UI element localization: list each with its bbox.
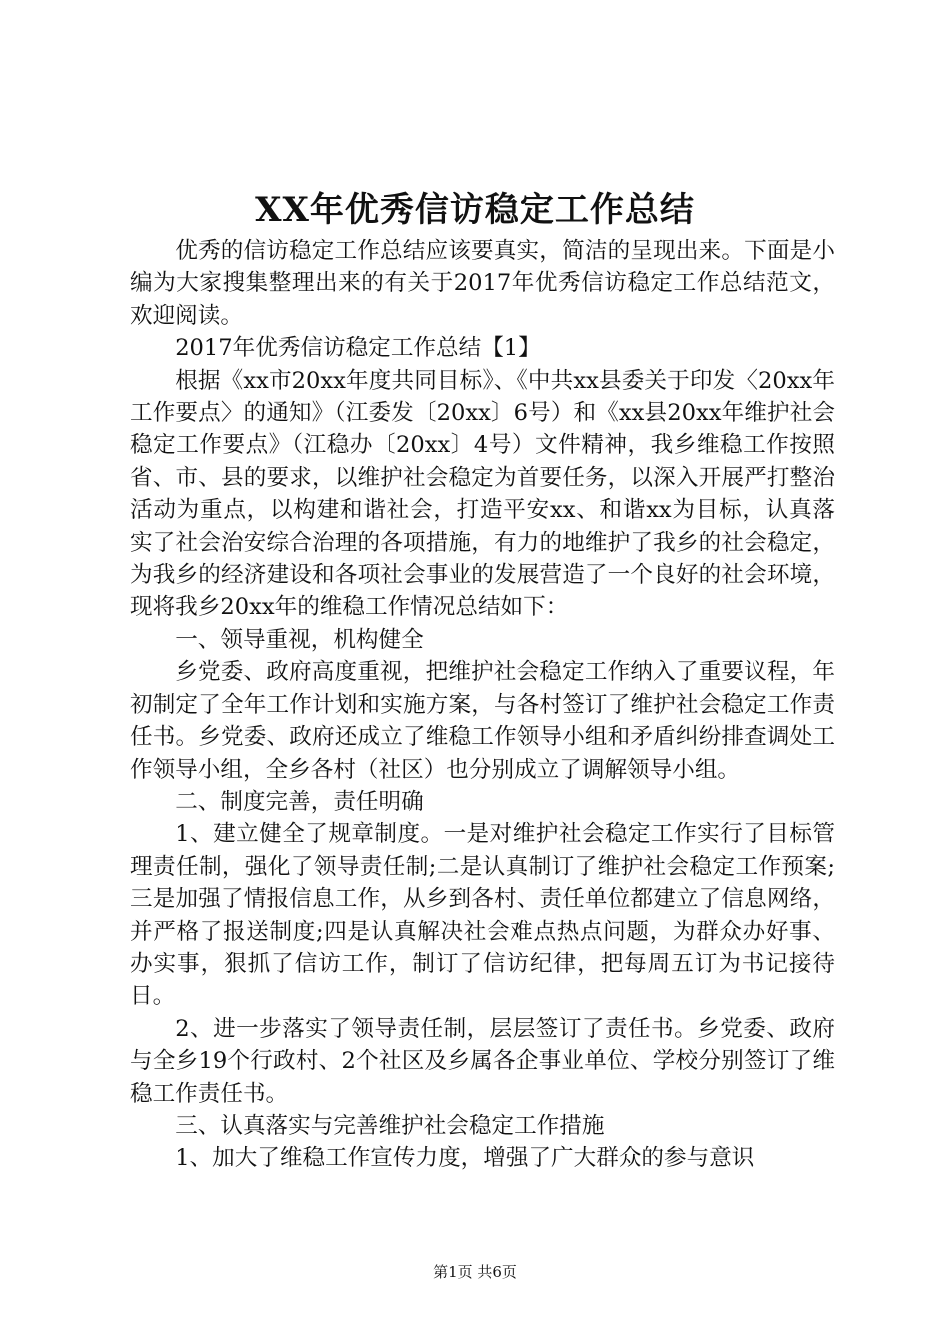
paragraph: 1、建立健全了规章制度。一是对维护社会稳定工作实行了目标管理责任制，强化了领导责任制;二是认真制订了维护社会稳定工作预案;三是加强了情报信息工作，从乡到各村、责任单位都建立了信息网络，并严格了报送制度;四是认真解决社会难点热点问题，为群众办好事、办实事，狠抓了信访工作，制订了信访纪律，把每周五订为书记接待日。 xyxy=(130,821,835,1010)
paragraph: 乡党委、政府高度重视，把维护社会稳定工作纳入了重要议程，年初制定了全年工作计划和实施方案，与各村签订了维护社会稳定工作责任书。乡党委、政府还成立了维稳工作领导小组和矛盾纠纷排查调处工作领导小组，全乡各村（社区）也分别成立了调解领导小组。 xyxy=(130,659,835,783)
document-body xyxy=(130,235,835,1175)
section-heading: 三、认真落实与完善维护社会稳定工作措施 xyxy=(175,1112,605,1139)
paragraph: 优秀的信访稳定工作总结应该要真实，简洁的呈现出来。下面是小编为大家搜集整理出来的有关于2017年优秀信访稳定工作总结范文，欢迎阅读。 xyxy=(130,238,835,329)
paragraph: 1、加大了维稳工作宣传力度，增强了广大群众的参与意识 xyxy=(175,1145,755,1172)
section-heading: 2017年优秀信访稳定工作总结【1】 xyxy=(175,335,541,362)
section-heading: 二、制度完善，责任明确 xyxy=(175,788,424,815)
section-heading: 一、领导重视，机构健全 xyxy=(175,626,424,653)
paragraph: 2、进一步落实了领导责任制，层层签订了责任书。乡党委、政府与全乡19个行政村、2个社区及乡属各企事业单位、学校分别签订了维稳工作责任书。 xyxy=(130,1015,835,1107)
paragraph: 根据《xx市20xx年度共同目标》、《中共xx县委关于印发〈20xx年工作要点〉的通知》（江委发〔20xx〕6号）和《xx县20xx年维护社会稳定工作要点》（江稳办〔20xx〕4号）文件精神，我乡维稳工作按照省、市、县的要求，以维护社会稳定为首要任务，以深入开展严打整治活动为重点，以构建和谐社会，打造平安xx、和谐xx为目标，认真落实了社会治安综合治理的各项措施，有力的地维护了我乡的社会稳定，为我乡的经济建设和各项社会事业的发展营造了一个良好的社会环境，现将我乡20xx年的维稳工作情况总结如下： xyxy=(130,367,835,621)
page-footer: 第1页 共6页 xyxy=(433,1263,517,1281)
document-title: XX年优秀信访稳定工作总结 xyxy=(255,190,695,230)
